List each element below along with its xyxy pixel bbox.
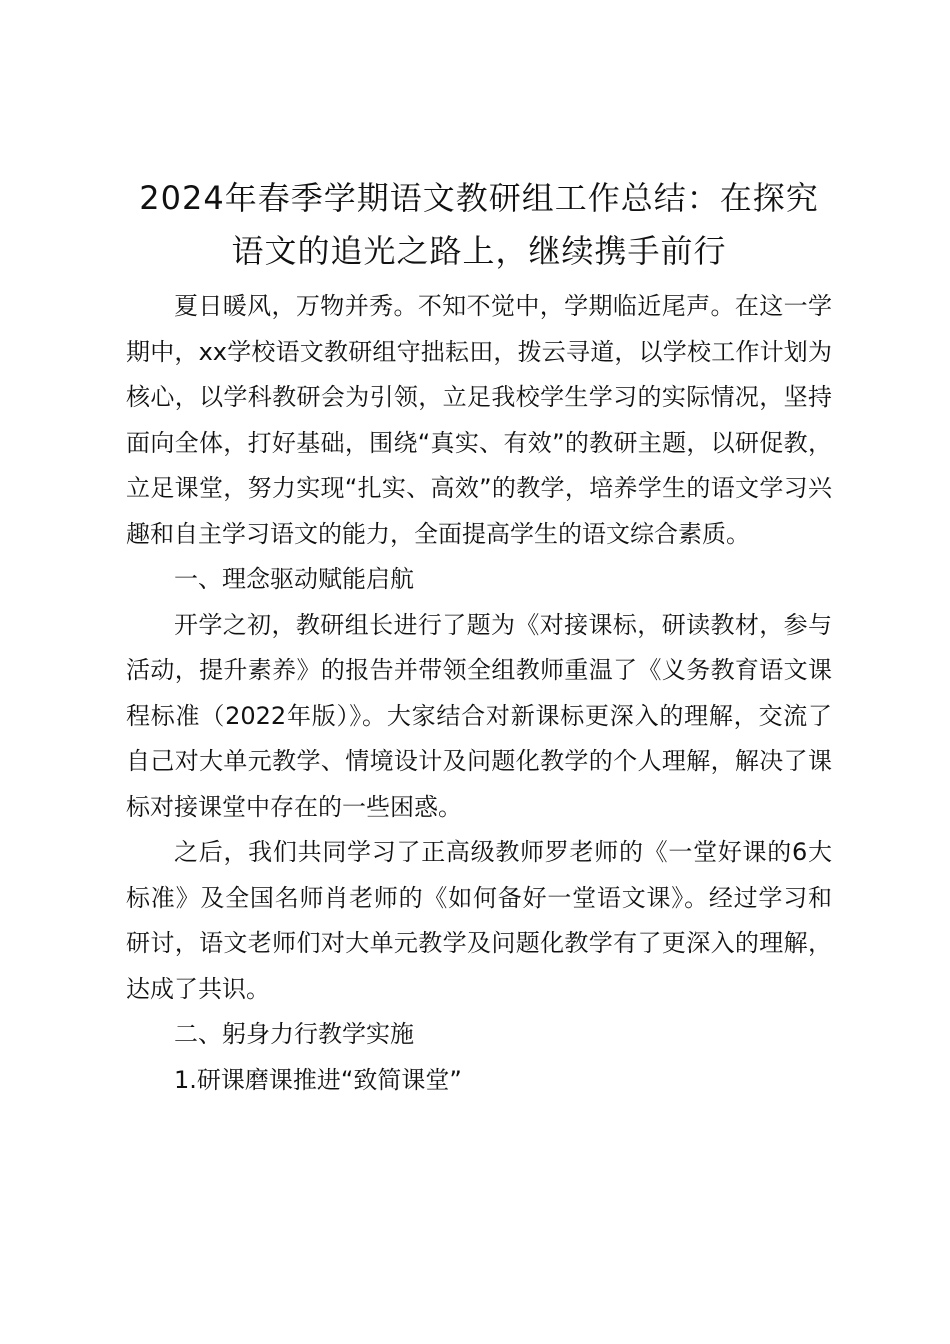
subsection-heading-2-1: 1.研课磨课推进“致简课堂” [174, 1065, 462, 1094]
document-page [126, 172, 832, 1103]
paragraph-curriculum-report: 开学之初，教研组长进行了题为《对接课标，研读教材，参与活动，提升素养》的报告并带领全组教师重温了《义务教育语文课程标准（2022年版）》。大家结合对新课标更深入的理解，交流了自己对大单元教学、情境设计及问题化教学的个人理解，解决了课标对接课堂中存在的一些困惑。 [126, 610, 832, 821]
paragraph-intro: 夏日暖风，万物并秀。不知不觉中，学期临近尾声。在这一学期中，xx学校语文教研组守拙耘田，拨云寻道，以学校工作计划为核心，以学科教研会为引领，立足我校学生学习的实际情况，坚持面向全体，打好基础，围绕“真实、有效”的教研主题，以研促教，立足课堂，努力实现“扎实、高效”的教学，培养学生的语文学习兴趣和自主学习语文的能力，全面提高学生的语文综合素质。 [126, 292, 832, 548]
section-heading-1: 一、理念驱动赋能启航 [174, 565, 414, 593]
paragraph-study-notes: 之后，我们共同学习了正高级教师罗老师的《一堂好课的6大标准》及全国名师肖老师的《如何备好一堂语文课》。经过学习和研讨，语文老师们对大单元教学及问题化教学有了更深入的理解，达成了共识。 [126, 838, 832, 1003]
document-title: 2024年春季学期语文教研组工作总结：在探究语文的追光之路上，继续携手前行 [139, 179, 819, 270]
document-body [126, 284, 832, 1103]
section-heading-2: 二、躬身力行教学实施 [174, 1020, 414, 1048]
